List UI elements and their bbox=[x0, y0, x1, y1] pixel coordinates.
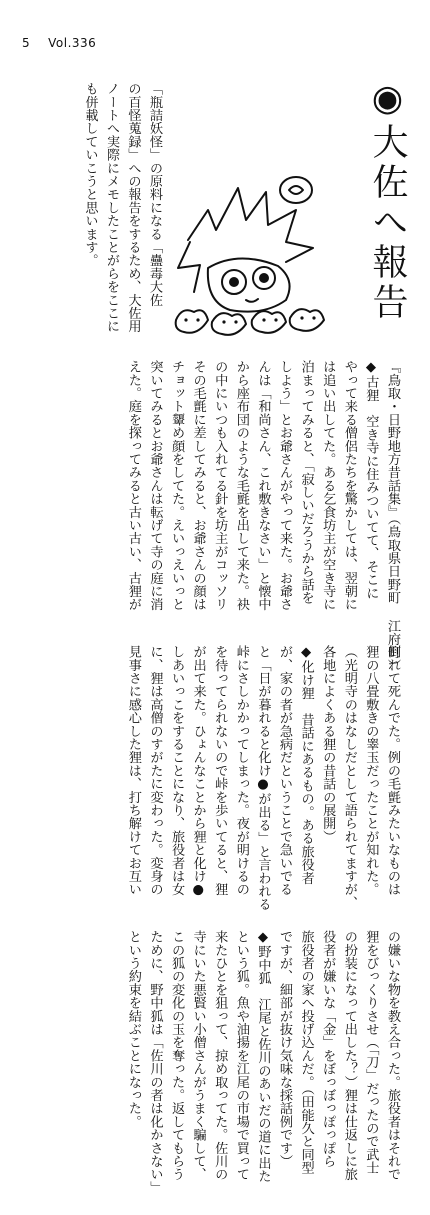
text-line: が出て来た。ひょんなことから狸と化け● bbox=[190, 645, 206, 898]
text-line: チョット顰め顔をしてた。えいっえいっと bbox=[169, 360, 185, 611]
text-line: の中にいつも入れてる針を坊主がコッソリ bbox=[212, 360, 228, 611]
body-column-3 bbox=[122, 930, 403, 1194]
text-line: ◆化け狸 昔話にあるもの。ある旅役者 bbox=[298, 645, 314, 885]
text-line: 寺にいた悪賢い小僧さんがうまく騙して、 bbox=[190, 930, 206, 1181]
intro-line: ノートへ実際にメモしたことがらをここに bbox=[104, 82, 119, 333]
body-column-2 bbox=[122, 645, 403, 911]
text-line: という約束を結ぶことになった。 bbox=[125, 930, 141, 1128]
text-line: の嫌いな物を教え合った。旅役者はそれで bbox=[385, 930, 400, 1181]
intro-line: 「瓶詰妖怪」の原料になる「蠱毒大佐 bbox=[147, 82, 162, 307]
text-line: に、狸は高僧のすがたに変わった。変身の bbox=[147, 645, 163, 896]
text-line: 見事さに感心した狸は、打ち解けてお互い bbox=[125, 645, 141, 896]
article-title bbox=[367, 78, 408, 323]
text-line: ですが、細部が抜け気味な採話例です） bbox=[277, 930, 293, 1168]
body-column-1 bbox=[122, 360, 403, 672]
text-line: が、家の者が急病だということで急いでる bbox=[277, 645, 293, 896]
bullseye-icon: ◉ bbox=[367, 78, 408, 123]
text-line: 突いてみるとお爺さんは転げて寺の庭に消 bbox=[147, 360, 163, 611]
text-line: 来たひとを狙って、掠め取ってた。佐川の bbox=[212, 930, 228, 1181]
text-line: ために、野中狐は「佐川の者は化かさない」 bbox=[147, 930, 163, 1194]
text-line: 『鳥取・日野地方昔話集』（鳥取県日野町 江府町） bbox=[385, 360, 400, 672]
text-line: は追い出してた。ある乞食坊主が空き寺に bbox=[320, 360, 336, 611]
text-line: しよう」とお爺さんがやって来た。お爺さ bbox=[277, 360, 293, 611]
text-line: 泊まってみると、「寂しいだろうから話を bbox=[298, 360, 314, 605]
text-line: その毛氈に差してみると、お爺さんの顔は bbox=[190, 360, 206, 611]
intro-line: の百怪蒐録」への報告をするため、大佐用 bbox=[125, 82, 141, 333]
page-header bbox=[22, 36, 96, 50]
volume-label: Vol.336 bbox=[48, 36, 97, 50]
page-number: 5 bbox=[22, 36, 31, 50]
text-line: 各地によくある狸の昔話の展開） bbox=[320, 645, 336, 843]
text-line: （光明寺のはなしだとして語られてますが、 bbox=[341, 645, 357, 909]
text-line: 役者が嫌いな「金」をぼっぼっぽっぽら bbox=[320, 930, 336, 1168]
text-line: 倒れて死んでた。例の毛氈みたいなものは bbox=[385, 645, 400, 896]
text-line: ◆野中狐 江尾と佐川のあいだの道に出た bbox=[255, 930, 271, 1183]
text-line: しあいっこをすることになり、旅役者は女 bbox=[169, 645, 185, 896]
text-line: を待ってられないので峠を歩いてると、狸 bbox=[212, 645, 228, 896]
text-line: 狸の八畳敷きの睾玉だったことが知れた。 bbox=[363, 645, 379, 896]
text-line: から座布団のような毛氈を出して来た。袂 bbox=[233, 360, 249, 611]
intro-line: も併載していこうと思います。 bbox=[82, 82, 98, 267]
text-line: の扮装になって出した？）狸は仕返しに旅 bbox=[341, 930, 357, 1181]
title-text: 大佐へ報告 bbox=[367, 123, 408, 323]
text-line: んは「和尚さん、これ敷きなさい」と懐中 bbox=[255, 360, 271, 611]
text-line: えた。庭を探ってみると古い古い、古狸が bbox=[125, 360, 141, 611]
text-line: 狸をびっくりさせ（「刀」だったので武士 bbox=[363, 930, 379, 1175]
text-line: と「日が暮れると化け●が出る」と言われる bbox=[255, 645, 271, 911]
text-line: 峠にさしかかってしまった。夜が明けるの bbox=[233, 645, 249, 896]
text-line: やって来る僧侶たちを驚かしては、翌朝に bbox=[341, 360, 357, 611]
character-illustration bbox=[168, 170, 330, 345]
intro-paragraph bbox=[79, 82, 165, 333]
text-line: ◆古狸 空き寺に住みついてて、そこに bbox=[363, 360, 379, 600]
text-line: という狐。魚や油揚を江尾の市場で買って bbox=[233, 930, 249, 1181]
text-line: この狐の変化の玉を奪った。返してもらう bbox=[169, 930, 185, 1181]
text-line: 旅役者の家へ投げ込んだ。（田能久と同型 bbox=[298, 930, 314, 1175]
